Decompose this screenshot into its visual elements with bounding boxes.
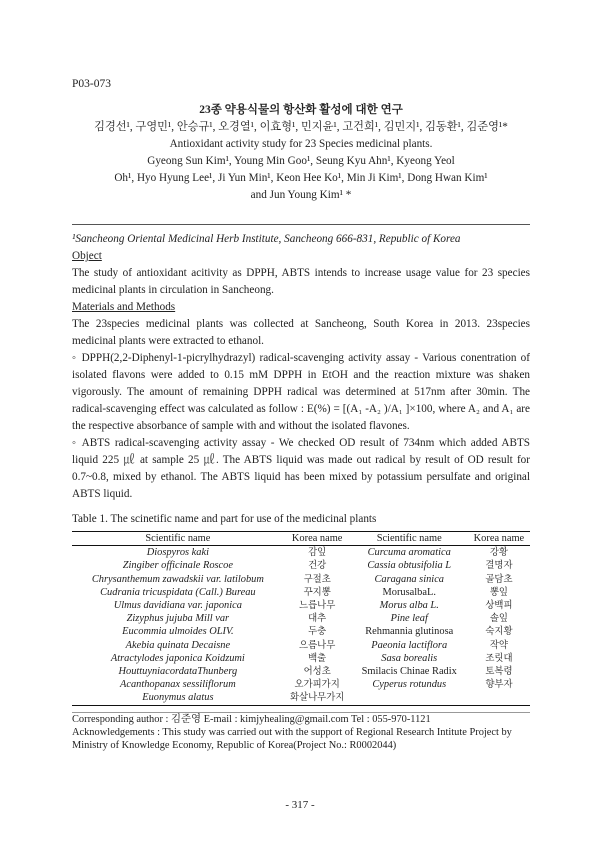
korea-name-cell: 느릅나무	[299, 600, 336, 612]
scientific-name-cell: Euonymus alatus	[142, 692, 214, 704]
abstract-code: P03-073	[72, 78, 111, 90]
scientific-name-cell: Cudrania tricuspidata (Call.) Bureau	[100, 586, 256, 598]
korea-name-cell: 결명자	[485, 560, 513, 572]
scientific-name-cell: Paeonia lactiflora	[371, 639, 448, 651]
scientific-name-cell: Zizyphus jujuba Mill var	[126, 613, 230, 625]
affiliation: ¹Sancheong Oriental Medicinal Herb Institute, Sancheong 666-831, Republic of Korea	[72, 233, 461, 245]
header-divider	[72, 224, 530, 225]
table-row	[72, 573, 530, 586]
authors-korean: 김경선¹, 구영민¹, 안승규¹, 오경열¹, 이효형¹, 민지윤¹, 고건희¹, 김민지¹, 김동환¹, 김준영¹*	[94, 121, 508, 133]
table-row	[72, 652, 530, 665]
scientific-name-cell: Chrysanthemum zawadskii var. latilobum	[91, 573, 264, 585]
table-row	[72, 691, 530, 705]
scientific-name-cell: Sasa borealis	[381, 652, 438, 664]
scientific-name-cell: Cyperus rotundus	[372, 679, 447, 691]
table-row	[72, 586, 530, 599]
scientific-name-cell	[351, 691, 468, 705]
korea-name-cell: 상백피	[485, 600, 513, 612]
table-row	[72, 625, 530, 638]
korea-name-cell: 조릿대	[485, 652, 513, 664]
title-korean: 23종 약용식물의 항산화 활성에 대한 연구	[199, 104, 403, 116]
table-caption: Table 1. The scinetific name and part for use of the medicinal plants	[72, 513, 377, 525]
korea-name-cell: 토복령	[485, 666, 513, 678]
table-row	[72, 599, 530, 612]
korea-name-cell: 솔잎	[489, 613, 508, 625]
page-number: - 317 -	[285, 799, 315, 811]
scientific-name-cell: Ulmus davidiana var. japonica	[113, 600, 242, 612]
korea-name-cell: 감잎	[308, 547, 327, 559]
scientific-name-cell: HouttuyniacordataThunberg	[118, 666, 238, 678]
korea-name-cell	[468, 691, 530, 705]
table-row	[72, 639, 530, 652]
object-text: The study of antioxidant acitivity as DPPH, ABTS intends to increase usage value for 23 species medicinal plants in circulation in Sancheong.	[72, 267, 530, 296]
methods-paragraph-dpph: ◦ DPPH(2,2-Diphenyl-1-picrylhydrazyl) radical-scavenging activity assay - Various conentration of isolated flavons were added to 0.15 mM DPPH in EtOH and the reaction mixture was shaken vigorously. The amount of remaining DPPH radical was determined at 517nm after 30min. The radical-scavenging effect was calculated as follow : E(%) = [(A₁ -A₂ )/A₁ ]×100, where A₂ and A₁ are the respective absorbance of sample with and without the isolated flavones.	[72, 352, 530, 432]
title-english: Antioxidant activity study for 23 Species medicinal plants.	[169, 138, 433, 150]
korea-name-cell: 골담초	[485, 573, 513, 585]
object-heading: Object	[72, 250, 102, 262]
table-row	[72, 665, 530, 678]
methods-heading: Materials and Methods	[72, 301, 176, 313]
korea-name-cell: 숙지황	[485, 626, 513, 638]
korea-name-cell: 뽕잎	[489, 586, 508, 598]
korea-name-cell: 향부자	[485, 679, 513, 691]
scientific-name-cell: Diospyros kaki	[146, 547, 209, 559]
header-korea-name-1: Korea name	[291, 533, 343, 544]
corresponding-author: Corresponding author : 김준영 E-mail : kimjyhealing@gmail.com Tel : 055-970-1121	[72, 713, 431, 725]
scientific-name-cell: Smilacis Chinae Radix	[361, 666, 457, 678]
scientific-name-cell: Akebia quinata Decaisne	[125, 639, 231, 651]
scientific-name-cell: Morus alba L.	[379, 600, 439, 612]
paper-page	[72, 76, 530, 752]
table-row	[72, 546, 530, 560]
header-korea-name-2: Korea name	[473, 533, 525, 544]
korea-name-cell: 으름나무	[299, 639, 336, 651]
korea-name-cell: 어성초	[303, 666, 331, 678]
table-row	[72, 612, 530, 625]
authors-english-line-2: Oh¹, Hyo Hyung Lee¹, Ji Yun Min¹, Keon Hee Ko¹, Min Ji Kim¹, Dong Hwan Kim¹	[114, 172, 488, 184]
scientific-name-cell: Curcuma aromatica	[367, 547, 451, 559]
scientific-name-cell: Acanthopanax sessiliflorum	[120, 679, 236, 691]
korea-name-cell: 오가피가지	[294, 679, 340, 691]
korea-name-cell: 화살나무가지	[290, 692, 345, 704]
scientific-name-cell: Zingiber officinale Roscoe	[122, 560, 233, 572]
scientific-name-cell: Rehmannia glutinosa	[365, 626, 454, 638]
scientific-name-cell: Pine leaf	[390, 613, 428, 625]
korea-name-cell: 백출	[308, 652, 327, 664]
korea-name-cell: 강황	[489, 547, 508, 559]
scientific-name-cell: Eucommia ulmoides OLIV.	[122, 626, 234, 638]
korea-name-cell: 두충	[308, 626, 327, 638]
table-row	[72, 559, 530, 572]
table-header-row	[72, 532, 530, 546]
korea-name-cell: 꾸지뽕	[303, 586, 331, 598]
korea-name-cell: 구절초	[303, 573, 331, 585]
plants-table	[72, 531, 530, 706]
authors-english-line-1: Gyeong Sun Kim¹, Young Min Goo¹, Seung Kyu Ahn¹, Kyeong Yeol	[147, 155, 455, 167]
korea-name-cell: 작약	[489, 639, 508, 651]
header-scientific-name-1: Scientific name	[145, 533, 211, 544]
scientific-name-cell: Cassia obtusifolia L	[367, 560, 452, 572]
methods-paragraph-1: The 23species medicinal plants was collected at Sancheong, South Korea in 2013. 23species medicinal plants were extracted to ethanol.	[72, 318, 530, 347]
korea-name-cell: 대추	[308, 613, 327, 625]
table-row	[72, 678, 530, 691]
authors-english-line-3: and Jun Young Kim¹ *	[250, 189, 352, 201]
methods-paragraph-abts: ◦ ABTS radical-scavenging activity assay - We checked OD result of 734nm which added ABTS liquid 225 ㎕ at sample 25 ㎕. The ABTS liquid was made out radical by result of OD result for 0.7~0.8, mixed by ethanol. The ABTS liquid has been mixed by potassium persulfate and original ABTS liquid.	[72, 437, 530, 500]
header-scientific-name-2: Scientific name	[376, 533, 442, 544]
acknowledgements: Acknowledgements : This study was carried out with the support of Regional Research Intitute Project by Ministry of Knowledge Economy, Republic of Korea(Project No.: R0002044)	[72, 726, 512, 751]
korea-name-cell: 건강	[308, 560, 327, 572]
scientific-name-cell: MorusalbaL.	[382, 586, 436, 598]
scientific-name-cell: Atractylodes japonica Koidzumi	[110, 652, 245, 664]
scientific-name-cell: Caragana sinica	[374, 573, 445, 585]
